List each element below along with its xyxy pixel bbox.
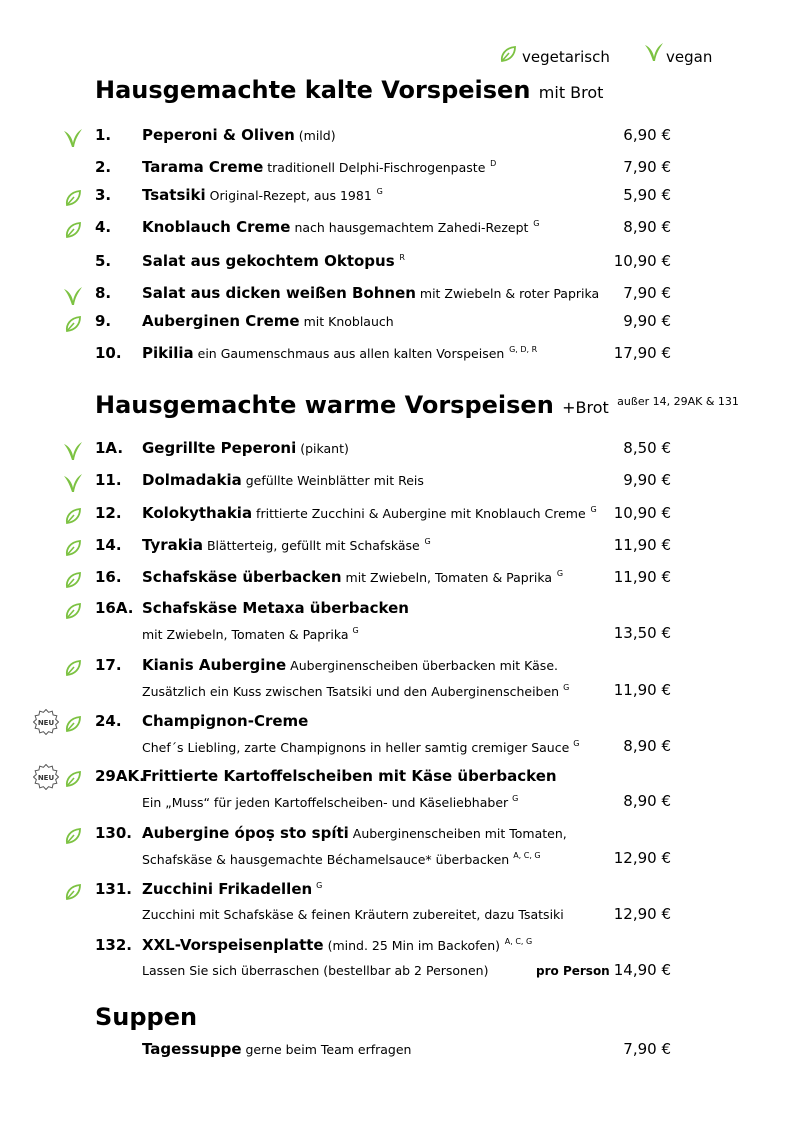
item-name: XXL-Vorspeisenplatte — [142, 936, 324, 954]
item-title-line — [142, 936, 532, 954]
price-value: 7,90 € — [623, 1040, 671, 1058]
price-value: 10,90 € — [613, 504, 671, 522]
item-name: Tagessuppe — [142, 1040, 242, 1058]
item-number: 29AK. — [95, 767, 145, 785]
price-value: 11,90 € — [613, 568, 671, 586]
allergen-codes: G — [352, 626, 359, 635]
legend-vegetarian-label: vegetarisch — [522, 48, 610, 66]
item-name: Salat aus dicken weißen Bohnen — [142, 284, 416, 302]
item-description: mit Knoblauch — [299, 314, 394, 329]
item-price — [623, 1040, 671, 1058]
item-number: 16A. — [95, 599, 134, 617]
item-description: (mind. 25 Min im Backofen) — [323, 938, 500, 953]
item-name: Schafskäse Metaxa überbacken — [142, 599, 409, 617]
item-name: Salat aus gekochtem Oktopus — [142, 252, 395, 270]
section-title-text: Hausgemachte warme Vorspeisen — [95, 391, 554, 419]
sprout-icon — [63, 441, 83, 461]
price-value: 12,90 € — [613, 905, 671, 923]
leaf-icon — [63, 188, 83, 208]
item-price — [614, 681, 671, 699]
item-description-line2: Schafskäse & hausgemachte Béchamelsauce* überbacken $^{A, C, G}$ — [142, 851, 541, 867]
leaf-icon — [63, 658, 83, 678]
leaf-icon — [63, 220, 83, 240]
item-number: 130. — [95, 824, 133, 842]
item-price — [623, 312, 671, 330]
price-value: 9,90 € — [623, 312, 671, 330]
item-number: 1A. — [95, 439, 124, 457]
item-title-line — [142, 504, 597, 522]
item-description: (pikant) — [296, 441, 349, 456]
item-price — [623, 471, 671, 489]
item-name: Kolokythakia — [142, 504, 253, 522]
allergen-codes: G — [512, 794, 519, 803]
section-title-suffix: mit Brot — [538, 83, 604, 102]
item-description: traditionell Delphi-Fischrogenpaste — [263, 160, 486, 175]
item-description: mit Zwiebeln & roter Paprika — [415, 286, 600, 301]
item-price — [623, 186, 671, 204]
item-title-line — [142, 252, 405, 270]
item-number: 9. — [95, 312, 112, 330]
item-name: Pikilia — [142, 344, 194, 362]
item-title-line — [142, 568, 563, 586]
item-number: 10. — [95, 344, 122, 362]
item-description-line2: Zucchini mit Schafskäse & feinen Kräutern zubereitet, dazu Tsatsiki — [142, 907, 564, 922]
allergen-codes: R — [399, 253, 405, 262]
price-value: 9,90 € — [623, 471, 671, 489]
item-price — [614, 344, 671, 362]
allergen-codes: A, C, G — [504, 937, 533, 946]
item-price — [536, 961, 671, 979]
item-description-line2: Zusätzlich ein Kuss zwischen Tsatsiki und den Auberginenscheiben $^G$ — [142, 683, 570, 699]
item-description: gefüllte Weinblätter mit Reis — [241, 473, 424, 488]
item-description: (mild) — [294, 128, 336, 143]
item-name: Tyrakia — [142, 536, 203, 554]
allergen-codes: G — [573, 739, 580, 748]
legend-vegan-label: vegan — [666, 48, 713, 66]
diet-legend — [498, 44, 738, 72]
item-number: 17. — [95, 656, 122, 674]
allergen-codes: G — [590, 505, 597, 514]
item-title-line — [142, 158, 496, 176]
leaf-icon — [63, 314, 83, 334]
item-name: Champignon-Creme — [142, 712, 309, 730]
item-number: 5. — [95, 252, 112, 270]
item-number: 131. — [95, 880, 133, 898]
item-number: 1. — [95, 126, 112, 144]
price-value: 7,90 € — [623, 158, 671, 176]
price-value: 11,90 € — [613, 536, 671, 554]
item-description: ein Gaumenschmaus aus allen kalten Vorspeisen — [193, 346, 505, 361]
item-number: 16. — [95, 568, 122, 586]
allergen-codes: G — [563, 683, 570, 692]
item-price — [614, 849, 671, 867]
item-price — [614, 536, 671, 554]
item-description: nach hausgemachtem Zahedi-Rezept — [290, 220, 529, 235]
allergen-codes: G — [316, 881, 323, 890]
item-title-line — [142, 344, 537, 362]
price-value: 12,90 € — [613, 849, 671, 867]
item-number: 12. — [95, 504, 122, 522]
item-title-line — [142, 824, 567, 842]
item-title-line — [142, 712, 308, 730]
item-description: Blätterteig, gefüllt mit Schafskäse — [203, 538, 420, 553]
item-title-line — [142, 536, 431, 554]
item-price — [623, 158, 671, 176]
item-number: 24. — [95, 712, 122, 730]
item-description: mit Zwiebeln, Tomaten & Paprika — [341, 570, 553, 585]
leaf-icon — [63, 570, 83, 590]
svg-text:NEU: NEU — [37, 719, 55, 727]
item-title-line — [142, 880, 322, 898]
item-number: 8. — [95, 284, 112, 302]
item-description-line2: mit Zwiebeln, Tomaten & Paprika $^G$ — [142, 626, 359, 642]
price-value: 8,90 € — [623, 737, 671, 755]
sprout-icon — [63, 286, 83, 306]
allergen-codes: G — [533, 219, 540, 228]
item-name: Kianis Aubergine — [142, 656, 287, 674]
item-description: gerne beim Team erfragen — [241, 1042, 412, 1057]
item-price — [623, 284, 671, 302]
item-name: Peperoni & Oliven — [142, 126, 295, 144]
price-value: 11,90 € — [613, 681, 671, 699]
sprout-icon — [63, 128, 83, 148]
allergen-codes: A, C, G — [513, 851, 541, 860]
price-value: 8,90 € — [623, 218, 671, 236]
item-name: Gegrillte Peperoni — [142, 439, 297, 457]
item-title-line — [142, 471, 424, 489]
item-description: frittierte Zucchini & Aubergine mit Knoblauch Creme — [252, 506, 586, 521]
section-title-suffix: +Brot — [562, 398, 609, 417]
item-number: 3. — [95, 186, 112, 204]
item-name: Schafskäse überbacken — [142, 568, 342, 586]
price-value: 6,90 € — [623, 126, 671, 144]
svg-text:NEU: NEU — [37, 774, 55, 782]
section-title-soup — [95, 1003, 197, 1031]
item-title-line — [142, 186, 383, 204]
item-title-line — [142, 312, 394, 330]
new-badge-icon — [33, 764, 59, 790]
section-title-note: außer 14, 29AK & 131 — [617, 395, 739, 408]
price-value: 17,90 € — [613, 344, 671, 362]
item-title-line — [142, 656, 558, 674]
section-title-text: Hausgemachte kalte Vorspeisen — [95, 76, 531, 104]
item-number: 4. — [95, 218, 112, 236]
item-price — [614, 905, 671, 923]
item-name: Tarama Creme — [142, 158, 264, 176]
item-description: Original-Rezept, aus 1981 — [205, 188, 372, 203]
allergen-codes: G — [376, 187, 383, 196]
item-title-line — [142, 218, 539, 236]
price-value: 8,90 € — [623, 792, 671, 810]
item-title-line — [142, 126, 336, 144]
price-value: 14,90 € — [613, 961, 671, 979]
section-title-text: Suppen — [95, 1003, 198, 1031]
price-value: 10,90 € — [613, 252, 671, 270]
item-price — [623, 439, 671, 457]
item-description: Auberginenscheiben mit Tomaten, — [348, 826, 567, 841]
item-name: Zucchini Frikadellen — [142, 880, 313, 898]
item-title-line — [142, 1040, 411, 1058]
item-name: Aubergine ópoṣ sto spíti — [142, 824, 349, 842]
leaf-icon — [63, 506, 83, 526]
section-title-cold — [95, 76, 603, 104]
item-price — [623, 737, 671, 755]
price-value: 5,90 € — [623, 186, 671, 204]
item-number: 132. — [95, 936, 133, 954]
allergen-codes: G — [424, 537, 431, 546]
section-title-warm — [95, 391, 739, 419]
item-name: Auberginen Creme — [142, 312, 300, 330]
sprout-icon — [644, 42, 664, 62]
item-title-line — [142, 767, 557, 785]
item-price — [623, 792, 671, 810]
item-title-line — [142, 439, 349, 457]
item-price — [623, 218, 671, 236]
item-number: 14. — [95, 536, 122, 554]
leaf-icon — [63, 714, 83, 734]
price-value: 13,50 € — [613, 624, 671, 642]
item-name: Tsatsiki — [142, 186, 206, 204]
sprout-icon — [63, 473, 83, 493]
item-number: 11. — [95, 471, 122, 489]
item-description-line2: Lassen Sie sich überraschen (bestellbar ab 2 Personen) — [142, 963, 489, 978]
leaf-icon — [63, 601, 83, 621]
leaf-icon — [63, 769, 83, 789]
new-badge-icon — [33, 709, 59, 735]
item-price — [614, 568, 671, 586]
price-prefix: pro Person — [536, 964, 610, 978]
leaf-icon — [498, 44, 518, 64]
item-price — [614, 504, 671, 522]
item-price — [614, 624, 671, 642]
leaf-icon — [63, 826, 83, 846]
price-value: 7,90 € — [623, 284, 671, 302]
allergen-codes: G — [556, 569, 564, 578]
leaf-icon — [63, 882, 83, 902]
item-description-line2: Chef´s Liebling, zarte Champignons in heller samtig cremiger Sauce $^G$ — [142, 739, 580, 755]
allergen-codes: G, D, R — [509, 345, 538, 354]
item-price — [623, 126, 671, 144]
item-name: Dolmadakia — [142, 471, 242, 489]
item-title-line — [142, 284, 599, 302]
item-title-line — [142, 599, 409, 617]
item-number: 2. — [95, 158, 112, 176]
leaf-icon — [63, 538, 83, 558]
allergen-codes: D — [490, 159, 497, 168]
item-name: Frittierte Kartoffelscheiben mit Käse überbacken — [142, 767, 557, 785]
item-price — [614, 252, 671, 270]
item-name: Knoblauch Creme — [142, 218, 291, 236]
item-description: Auberginenscheiben überbacken mit Käse. — [286, 658, 558, 673]
price-value: 8,50 € — [623, 439, 671, 457]
item-description-line2: Ein „Muss“ für jeden Kartoffelscheiben- und Käseliebhaber $^G$ — [142, 794, 519, 810]
